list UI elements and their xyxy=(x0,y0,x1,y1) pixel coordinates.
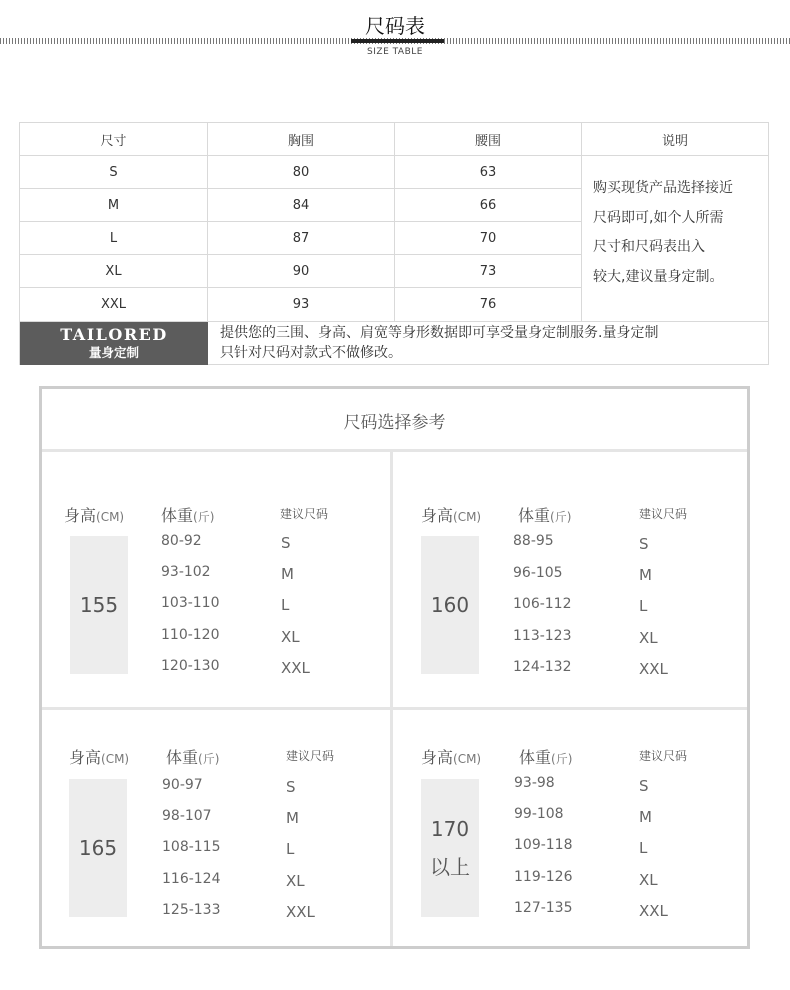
size-note-line: 尺码即可,如个人所需 xyxy=(593,209,724,226)
height-header: 身高(CM) xyxy=(64,506,125,525)
table-cell-size: M xyxy=(20,189,208,222)
table-header-note: 说明 xyxy=(582,123,769,156)
height-value-box xyxy=(421,536,479,674)
table-cell-size: XL xyxy=(20,255,208,288)
recommended-size: M xyxy=(281,565,294,583)
recommended-size: S xyxy=(639,777,649,795)
recommended-size: M xyxy=(639,808,652,826)
size-note-line: 尺寸和尺码表出入 xyxy=(593,239,705,255)
size-note xyxy=(582,156,769,322)
table-cell-bust: 90 xyxy=(208,255,395,288)
height-value-box xyxy=(70,536,128,674)
weight-header: 体重(斤) xyxy=(161,506,215,525)
recommended-size: L xyxy=(281,596,290,614)
recommended-size: XXL xyxy=(639,902,668,920)
tailored-text-line: 只针对尺码对款式不做修改。 xyxy=(220,345,402,361)
weight-range: 110-120 xyxy=(161,627,220,643)
weight-range: 103-110 xyxy=(161,595,220,611)
recommended-size: S xyxy=(639,535,649,553)
tailored-description xyxy=(208,322,769,365)
height-value: 155 xyxy=(79,593,119,617)
table-cell-waist: 70 xyxy=(395,222,582,255)
weight-range: 124-132 xyxy=(513,659,572,675)
height-header: 身高(CM) xyxy=(421,506,482,525)
size-header: 建议尺码 xyxy=(639,507,688,521)
weight-range: 113-123 xyxy=(513,628,572,644)
height-header: 身高(CM) xyxy=(69,748,130,767)
table-cell-waist: 63 xyxy=(395,156,582,189)
recommended-size: XL xyxy=(281,628,300,646)
size-header: 建议尺码 xyxy=(639,749,688,763)
table-header-waist: 腰围 xyxy=(395,123,582,156)
weight-range: 108-115 xyxy=(162,839,221,855)
tailored-subtitle: 量身定制 xyxy=(88,345,139,360)
height-value-box xyxy=(69,779,127,917)
weight-range: 120-130 xyxy=(161,658,220,674)
tailored-text-line: 提供您的三围、身高、肩宽等身形数据即可享受量身定制服务.量身定制 xyxy=(220,325,659,341)
weight-range: 93-98 xyxy=(514,775,555,791)
weight-range: 96-105 xyxy=(513,565,563,581)
recommended-size: M xyxy=(639,566,652,584)
size-note-line: 较大,建议量身定制。 xyxy=(593,268,724,285)
size-note-line: 购买现货产品选择接近 xyxy=(593,180,733,196)
height-value: 165 xyxy=(78,836,118,860)
recommended-size: XL xyxy=(286,872,305,890)
recommended-size: L xyxy=(286,840,295,858)
recommended-size: XL xyxy=(639,629,658,647)
table-cell-waist: 73 xyxy=(395,255,582,288)
weight-header: 体重(斤) xyxy=(519,748,573,767)
weight-range: 99-108 xyxy=(514,806,564,822)
tailored-title: TAILORED xyxy=(60,325,168,344)
table-header-bust: 胸围 xyxy=(208,123,395,156)
recommended-size: S xyxy=(286,778,296,796)
weight-range: 125-133 xyxy=(162,902,221,918)
recommended-size: S xyxy=(281,534,291,552)
reference-block-170 xyxy=(393,710,733,960)
weight-header: 体重(斤) xyxy=(166,748,220,767)
weight-range: 90-97 xyxy=(162,777,203,793)
table-cell-bust: 87 xyxy=(208,222,395,255)
table-cell-size: L xyxy=(20,222,208,255)
size-reference-panel xyxy=(39,386,750,949)
tailored-badge xyxy=(20,322,208,365)
weight-header: 体重(斤) xyxy=(518,506,572,525)
weight-range: 116-124 xyxy=(162,871,221,887)
reference-title: 尺码选择参考 xyxy=(42,389,747,452)
weight-range: 127-135 xyxy=(514,900,573,916)
height-value-box xyxy=(421,779,479,917)
page-subtitle: SIZE TABLE xyxy=(367,47,423,57)
recommended-size: L xyxy=(639,597,648,615)
table-header-size: 尺寸 xyxy=(20,123,208,156)
height-value: 160 xyxy=(430,593,470,617)
table-cell-waist: 76 xyxy=(395,288,582,322)
weight-range: 88-95 xyxy=(513,533,554,549)
size-header: 建议尺码 xyxy=(286,749,335,763)
recommended-size: XL xyxy=(639,871,658,889)
weight-range: 109-118 xyxy=(514,837,573,853)
weight-range: 93-102 xyxy=(161,564,211,580)
header-underline-bar xyxy=(351,39,444,43)
reference-block-165 xyxy=(42,710,382,960)
weight-range: 119-126 xyxy=(514,869,573,885)
table-cell-bust: 93 xyxy=(208,288,395,322)
height-value-extra: 以上 xyxy=(430,855,470,879)
table-cell-bust: 80 xyxy=(208,156,395,189)
recommended-size: L xyxy=(639,839,648,857)
page-title: 尺码表 xyxy=(365,14,425,38)
table-cell-waist: 66 xyxy=(395,189,582,222)
table-cell-bust: 84 xyxy=(208,189,395,222)
weight-range: 98-107 xyxy=(162,808,212,824)
height-header: 身高(CM) xyxy=(421,748,482,767)
table-cell-size: XXL xyxy=(20,288,208,322)
weight-range: 106-112 xyxy=(513,596,572,612)
recommended-size: XXL xyxy=(281,659,310,677)
size-header: 建议尺码 xyxy=(280,507,329,521)
reference-block-155 xyxy=(42,452,382,702)
size-table xyxy=(19,122,769,365)
recommended-size: M xyxy=(286,809,299,827)
reference-block-160 xyxy=(393,452,733,702)
weight-range: 80-92 xyxy=(161,533,202,549)
table-cell-size: S xyxy=(20,156,208,189)
recommended-size: XXL xyxy=(286,903,315,921)
height-value: 170 xyxy=(430,817,470,841)
recommended-size: XXL xyxy=(639,660,668,678)
